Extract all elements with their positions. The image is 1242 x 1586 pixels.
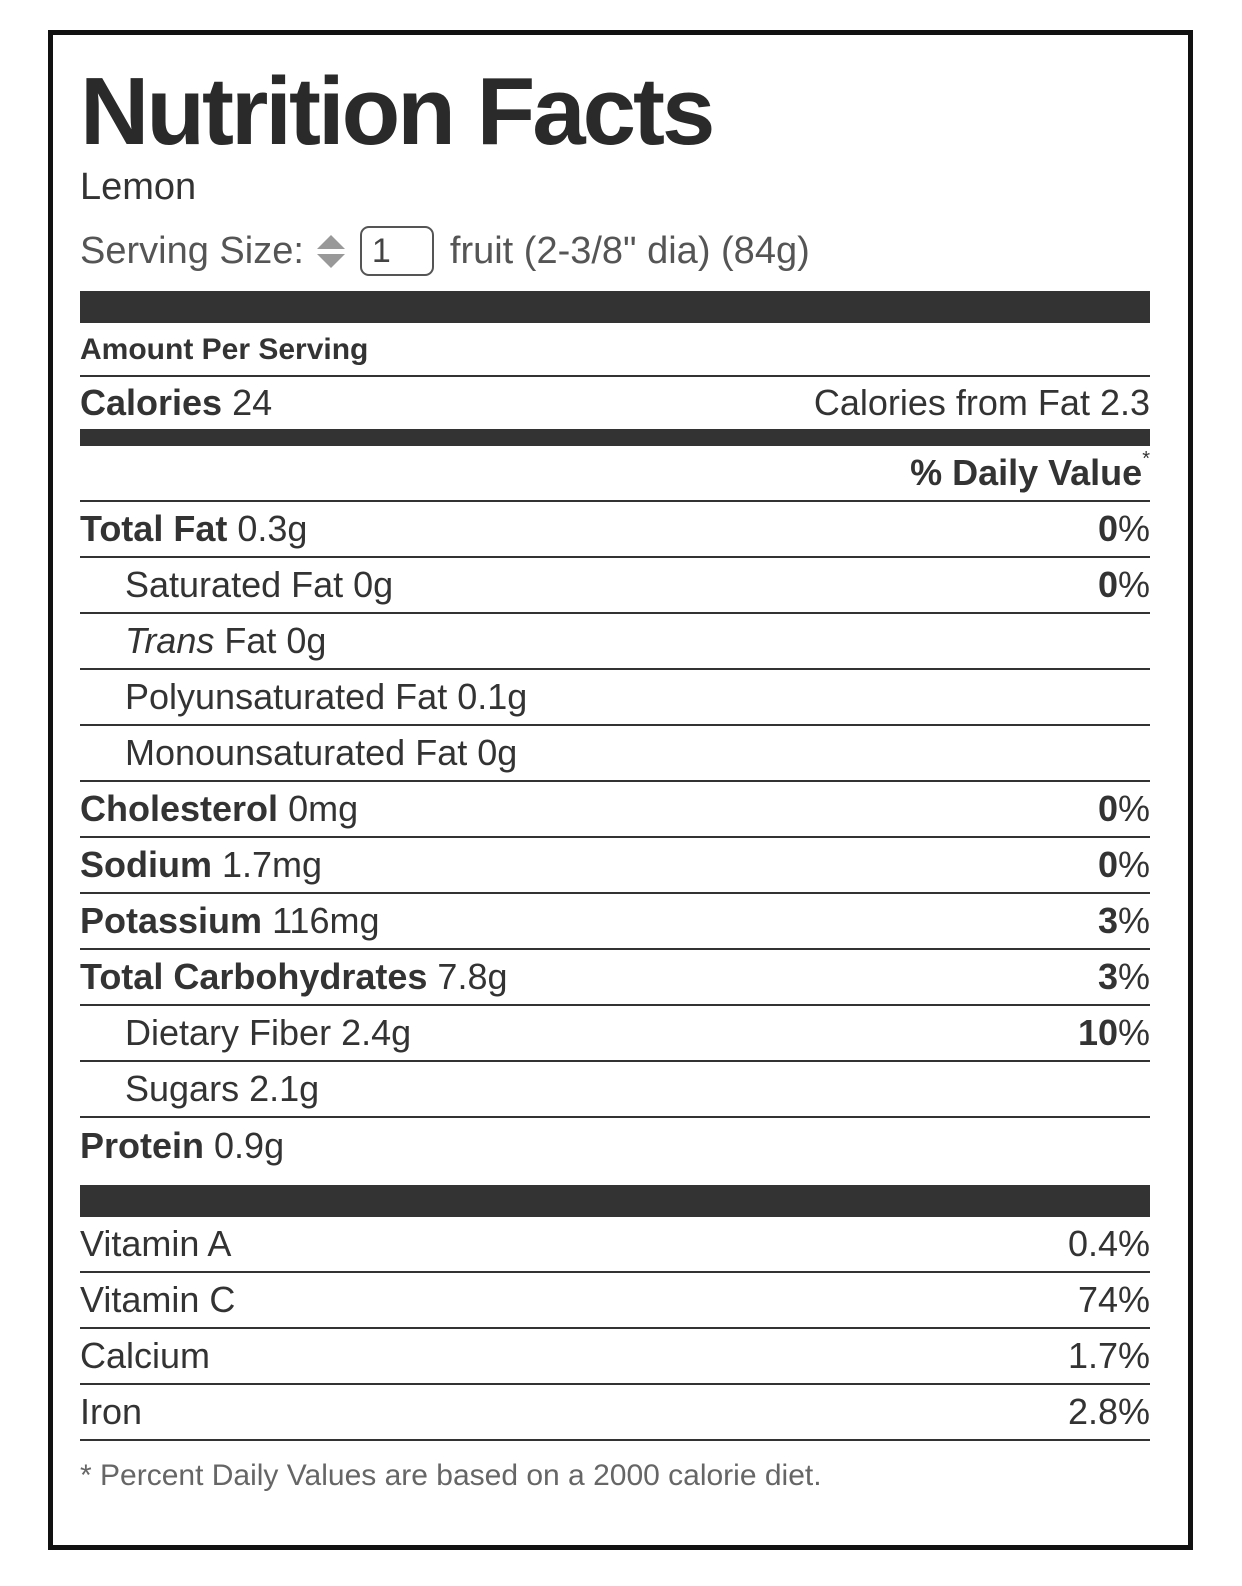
vitamin-name: Calcium xyxy=(80,1335,211,1376)
nutrient-name: Fat xyxy=(224,620,277,661)
nutrient-name: Saturated Fat xyxy=(125,564,344,605)
nutrient-row-saturated-fat xyxy=(80,558,1150,614)
percent-sign: % xyxy=(1117,844,1150,885)
divider-thick xyxy=(80,1185,1150,1217)
nutrient-row-sugars xyxy=(80,1062,1150,1118)
vitamin-value: 74% xyxy=(1077,1279,1150,1320)
nutrient-amount: 2.1g xyxy=(249,1068,320,1109)
nutrient-name: Sodium xyxy=(80,844,212,885)
nutrient-daily-value: 0 xyxy=(1097,508,1118,549)
nutrient-row-dietary-fiber xyxy=(80,1006,1150,1062)
nutrient-daily-value: 0 xyxy=(1097,564,1118,605)
percent-sign: % xyxy=(1117,956,1150,997)
nutrient-row-cholesterol xyxy=(80,782,1150,838)
nutrient-name: Total Carbohydrates xyxy=(80,956,428,997)
page-title: Nutrition Facts xyxy=(80,58,713,165)
vitamin-value: 2.8% xyxy=(1067,1391,1150,1432)
nutrient-daily-value: 3 xyxy=(1097,900,1118,941)
nutrient-amount: 1.7mg xyxy=(222,844,323,885)
calories-row xyxy=(80,377,1150,429)
nutrient-name: Monounsaturated Fat xyxy=(125,732,468,773)
amount-per-serving-row xyxy=(80,325,1150,377)
percent-sign: % xyxy=(1117,1012,1150,1053)
vitamin-row-vitamin-a xyxy=(80,1217,1150,1273)
nutrient-row-total-carbohydrates xyxy=(80,950,1150,1006)
vitamin-name: Vitamin C xyxy=(80,1279,236,1320)
nutrient-amount: 7.8g xyxy=(437,956,508,997)
daily-value-asterisk: * xyxy=(1142,448,1150,470)
nutrient-amount: 0.1g xyxy=(457,676,528,717)
percent-sign: % xyxy=(1117,508,1150,549)
nutrient-amount: 116mg xyxy=(272,900,380,941)
amount-per-serving: Amount Per Serving xyxy=(80,333,369,366)
nutrient-row-trans-fat xyxy=(80,614,1150,670)
nutrient-amount: 0.3g xyxy=(237,508,308,549)
nutrient-daily-value: 10 xyxy=(1077,1012,1118,1053)
vitamin-value: 1.7% xyxy=(1067,1335,1150,1376)
percent-sign: % xyxy=(1117,900,1150,941)
nutrient-amount: 0g xyxy=(286,620,327,661)
nutrient-name-italic: Trans xyxy=(125,620,215,661)
daily-value-header-row xyxy=(80,446,1150,502)
percent-sign: % xyxy=(1117,788,1150,829)
nutrient-name: Cholesterol xyxy=(80,788,279,829)
nutrient-row-protein xyxy=(80,1118,1150,1174)
vitamin-row-iron xyxy=(80,1385,1150,1441)
serving-quantity-input[interactable] xyxy=(360,226,434,276)
daily-value-header: % Daily Value xyxy=(910,452,1143,493)
serving-unit: fruit (2-3/8" dia) (84g) xyxy=(449,229,810,272)
nutrient-row-sodium xyxy=(80,838,1150,894)
vitamin-name: Iron xyxy=(80,1391,143,1432)
footnote: * Percent Daily Values are based on a 2000 calorie diet. xyxy=(80,1459,822,1492)
divider-thick xyxy=(80,291,1150,323)
stepper-up-arrow-icon[interactable] xyxy=(317,235,345,249)
stepper-down-arrow-icon[interactable] xyxy=(317,254,345,268)
nutrient-name: Sugars xyxy=(125,1068,240,1109)
serving-stepper-icon[interactable] xyxy=(316,229,346,273)
nutrient-name: Total Fat xyxy=(80,508,228,549)
nutrient-name: Dietary Fiber xyxy=(125,1012,332,1053)
nutrient-row-polyunsaturated-fat xyxy=(80,670,1150,726)
serving-size-label: Serving Size: xyxy=(80,229,304,272)
vitamin-name: Vitamin A xyxy=(80,1223,232,1264)
calories-label: Calories xyxy=(80,382,223,423)
calories-from-fat: Calories from Fat 2.3 xyxy=(813,382,1150,423)
nutrient-daily-value: 0 xyxy=(1097,844,1118,885)
nutrient-amount: 0g xyxy=(353,564,394,605)
vitamin-value: 0.4% xyxy=(1067,1223,1150,1264)
vitamin-row-vitamin-c xyxy=(80,1273,1150,1329)
calories-value: 24 xyxy=(232,382,273,423)
nutrient-name: Potassium xyxy=(80,900,263,941)
nutrient-daily-value: 0 xyxy=(1097,788,1118,829)
nutrient-row-total-fat xyxy=(80,502,1150,558)
nutrient-amount: 0mg xyxy=(288,788,359,829)
nutrition-label xyxy=(48,30,1193,1550)
nutrient-amount: 2.4g xyxy=(341,1012,412,1053)
nutrient-row-monounsaturated-fat xyxy=(80,726,1150,782)
divider-medium xyxy=(80,429,1150,446)
percent-sign: % xyxy=(1117,564,1150,605)
nutrient-daily-value: 3 xyxy=(1097,956,1118,997)
serving-size-row xyxy=(80,221,810,281)
food-name: Lemon xyxy=(80,166,197,208)
vitamin-row-calcium xyxy=(80,1329,1150,1385)
nutrient-name: Polyunsaturated Fat xyxy=(125,676,448,717)
nutrient-amount: 0g xyxy=(477,732,518,773)
nutrient-name: Protein xyxy=(80,1125,205,1166)
nutrient-row-potassium xyxy=(80,894,1150,950)
nutrient-amount: 0.9g xyxy=(214,1125,285,1166)
